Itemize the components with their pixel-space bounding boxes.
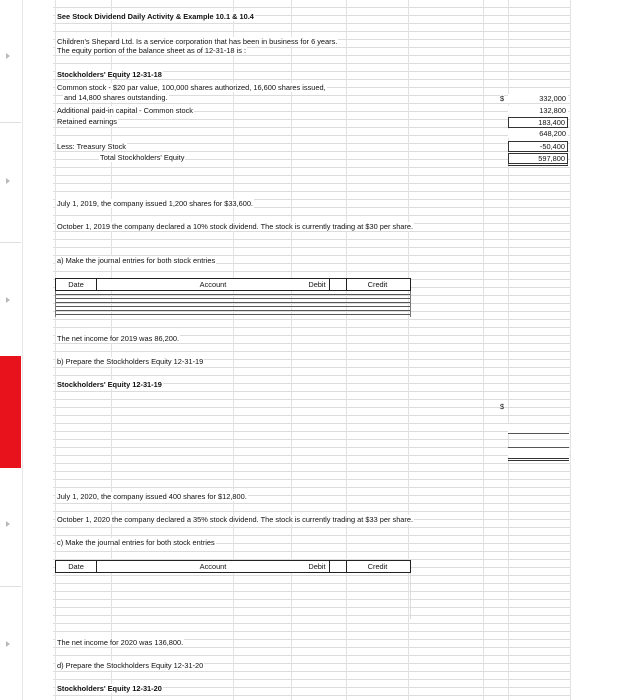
header-credit: Credit bbox=[367, 562, 388, 571]
event-2020-line-1: July 1, 2020, the company issued 400 shares for $12,800. bbox=[57, 492, 247, 501]
journal-header-c bbox=[55, 560, 411, 573]
equity-2019-heading: Stockholders' Equity 12-31-19 bbox=[57, 380, 162, 389]
part-c-label: c) Make the journal entries for both stock entries bbox=[57, 538, 215, 547]
page-title: See Stock Dividend Daily Activity & Example 10.1 & 10.4 bbox=[57, 12, 254, 21]
value-subtotal[interactable]: 648,200 bbox=[508, 129, 568, 138]
journal-entries-a[interactable] bbox=[55, 291, 411, 317]
double-underline bbox=[508, 458, 569, 461]
dollar-sign: $ bbox=[500, 402, 505, 411]
apic-label: Additional paid-in capital - Common stock bbox=[57, 106, 193, 115]
chevron-right-icon[interactable] bbox=[6, 521, 10, 527]
common-stock-line-1: Common stock - $20 par value, 100,000 shares authorized, 16,600 shares issued, bbox=[57, 83, 326, 92]
event-2020-line-2: October 1, 2020 the company declared a 35% stock dividend. The stock is currently trading at $33 per share. bbox=[57, 515, 414, 524]
chevron-right-icon[interactable] bbox=[6, 53, 10, 59]
net-income-2019: The net income for 2019 was 86,200. bbox=[57, 334, 180, 343]
event-2019-line-2: October 1, 2019 the company declared a 10% stock dividend. The stock is currently trading at $30 per share. bbox=[57, 222, 414, 231]
chevron-right-icon[interactable] bbox=[6, 641, 10, 647]
treasury-stock-label: Less: Treasury Stock bbox=[57, 142, 127, 151]
total-equity-label: Total Stockholders' Equity bbox=[100, 153, 185, 162]
value-retained[interactable]: 183,400 bbox=[508, 117, 568, 128]
dollar-sign: $ bbox=[500, 94, 505, 103]
part-d-label: d) Prepare the Stockholders Equity 12-31-20 bbox=[57, 661, 204, 670]
part-a-label: a) Make the journal entries for both stock entries bbox=[57, 256, 216, 265]
answer-line[interactable] bbox=[508, 424, 569, 434]
value-common-stock[interactable]: 332,000 bbox=[508, 94, 568, 103]
header-debit: Debit bbox=[288, 561, 347, 572]
header-debit: Debit bbox=[288, 279, 347, 290]
journal-header-a bbox=[55, 278, 411, 291]
active-section-marker[interactable] bbox=[0, 356, 21, 468]
equity-2018-heading: Stockholders' Equity 12-31-18 bbox=[57, 70, 162, 79]
rail-divider bbox=[0, 122, 21, 123]
value-treasury[interactable]: -50,400 bbox=[508, 141, 568, 152]
value-apic[interactable]: 132,800 bbox=[508, 106, 568, 115]
intro-line-2: The equity portion of the balance sheet as of 12-31-18 is : bbox=[57, 46, 246, 55]
net-income-2020: The net income for 2020 was 136,800. bbox=[57, 638, 184, 647]
header-account: Account bbox=[97, 279, 330, 290]
chevron-right-icon[interactable] bbox=[6, 297, 10, 303]
part-b-label: b) Prepare the Stockholders Equity 12-31-19 bbox=[57, 357, 204, 366]
value-total[interactable]: 597,800 bbox=[508, 153, 568, 166]
chevron-right-icon[interactable] bbox=[6, 178, 10, 184]
answer-line[interactable] bbox=[508, 447, 569, 457]
common-stock-line-2: and 14,800 shares outstanding. bbox=[64, 93, 168, 102]
journal-entries-c[interactable] bbox=[55, 573, 411, 619]
equity-2020-heading: Stockholders' Equity 12-31-20 bbox=[57, 684, 162, 693]
header-account: Account bbox=[97, 561, 330, 572]
left-rail bbox=[0, 0, 23, 700]
rail-divider bbox=[0, 586, 21, 587]
event-2019-line-1: July 1, 2019, the company issued 1,200 shares for $33,600. bbox=[57, 199, 253, 208]
header-date: Date bbox=[56, 279, 97, 290]
header-credit: Credit bbox=[367, 280, 388, 289]
retained-earnings-label: Retained earnings bbox=[57, 117, 117, 126]
header-date: Date bbox=[56, 561, 97, 572]
intro-line-1: Children's Shepard Ltd. Is a service corporation that has been in business for 6 years. bbox=[57, 37, 338, 46]
rail-divider bbox=[0, 242, 21, 243]
